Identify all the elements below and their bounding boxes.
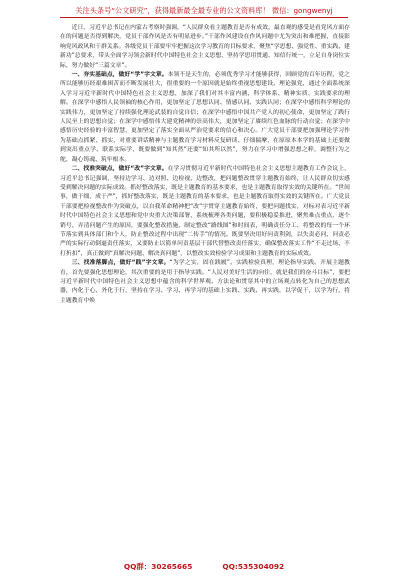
section-3-body: “为学之实，固在践履”。实践检验真理，理论指导实践。开展主题教育，首先要强化思想理论，其次重要的是用于指导实践。“人民对美好生活的向往，就是我们的奋斗目标”，要把习近平新时代中国特色社会主义思想中蕴含的科学世界观、方法论和贯穿其中的立场观点转化为自己的思想武器，内化于心、外化于行，坚持在学习、学习、再学习的基础上实践、实践、再实践，以学促干，以学为行，将主题教育中焕	[60, 260, 350, 304]
header-divider	[60, 17, 348, 18]
header-banner: 关注头条号“公文研究”，获得最新最全最专业的公文资料库！ 微信：gongwenyj	[75, 6, 333, 15]
paragraph-section-2	[60, 165, 350, 259]
section-2-body: 在学习贯彻习近平新时代中国特色社会主义思想主题教育工作会议上，习近平总书记强调，坚持边学习、边对照、边检视、边整改，把问题整改贯穿主题教育始终，让人民群众切实感受到解决问题的实际成效。抓好整改落实，既是主题教育的基本要求，也是主题教育取得实效的关键所在。“世间事，做于细，成于严”，抓好整改落实，既是主题教育的基本要求，也是主题教育取得实效的关键所在。广大党员干部要把检视整改作为突破点，以自我革命精神把“改”字贯穿主题教育始终，要把问题找实，对标对表习近平新时代中国特色社会主义思想和党中央重大决策部署，系统梳理各类问题，要积极稳妥推进，聚焦难点重点，逐个销号，弄清问题产生的原因，要强化整改措施，制定整改“路线图”和时间表，明确责任分工，将整改的每一个环节落实到具体部门和个人，防止整改过程中出现“二传手”的情况。既要坚决用好问责利剑，以失责必问、问责必严的实际行动倒逼责任落实，又要防止以简单问责基层干部代替整改责任落实，确保整改落实工作“不走过场、不打折扣”，真正做到“真解决问题、解决真问题”，以整改实效检验学习成果和主题教育的实际成效。	[60, 166, 350, 257]
paragraph-intro: 近日，习近平总书记在内蒙古考察时强调，“人民群众看主题教育是否有成效，最直观的感受是看党风方面存在的问题是否得到解决，党员干部作风是否有明显进步。”干部作风建设在作风问题中尤为突出和难把握，直接影响党风政风和干群关系。各级党员干部要牢牢把握这次学习教育的目标要求，聚焦“学思想、强党性、重实践、建新功”总要求，带头全面学习领会新时代中国特色社会主义思想，坚持学思用贯通、知信行统一，立足自身岗位实际，努力做好“三篇文章”。	[60, 25, 350, 69]
section-1-body: 本领不是天生的，必须优秀学习才能够获得，回顾党的百年历程，党之所以能够历经艰难困苦而不断发展壮大，很重要的一个原因就是始终重视思想建设、理论强党，通过全面系统深入学习习近平新时代中国特色社会主义思想，加深了我们对其丰富内涵、科学体系、精神实质、实践要求的理解。在深学中感悟人民领袖的核心作用，更加坚定了思想认同、情感认同、实践认同；在深学中感悟科学理论的实践伟力，更加坚定了持续强化理论武装的自觉自信；在深学中感悟中国共产党人的初心使命，更加坚定了践行人民至上的思想自觉；在深学中感悟伟大建党精神的崇高伟大，更加坚定了赓续红色血脉的行动自觉；在深学中感悟历史经验的丰富智慧，更加坚定了落实全面从严治党要求的信心和决心。广大党员干部要把加强理论学习作为基础点抓紧、抓实，对重要讲话精神与主题教育学习材料反复研读、仔细揣摩，在原原本本学的基础上还要做到突出重点学、联系实际学，既要做到“知其然”还要“知其所以然”，努力在学习中增强思想之粹，调整行为之舵，凝心铸魂、筑牢根本。	[60, 72, 350, 163]
document-body	[60, 24, 350, 306]
footer-qq: QQ:535304092	[222, 562, 285, 571]
section-1-heading: 一、夯实基础点，做好“学”字文章。	[71, 72, 168, 79]
paragraph-section-3	[60, 259, 350, 306]
section-3-heading: 三、找准落脚点，做好“践”字文章。	[71, 260, 170, 267]
section-2-heading: 二、找准突破点，做好“改”字文章。	[71, 166, 168, 173]
footer-qq-group: QQ群：30265665	[123, 562, 193, 571]
paragraph-section-1	[60, 71, 350, 165]
footer-contact	[0, 561, 408, 572]
